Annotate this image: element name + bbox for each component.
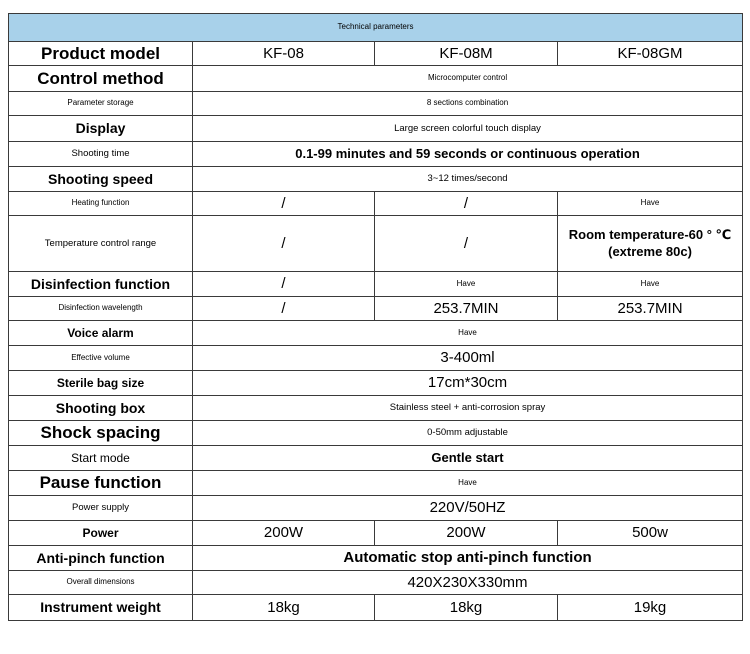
cell-kf08: / xyxy=(193,216,375,272)
table-row-shooting-speed xyxy=(9,167,743,192)
row-label: Disinfection wavelength xyxy=(9,297,193,321)
table-row-shooting-box xyxy=(9,396,743,421)
cell-kf08m: 253.7MIN xyxy=(375,297,558,321)
row-label: Power xyxy=(9,521,193,546)
row-label: Parameter storage xyxy=(9,92,193,116)
table-row-disinfection-function xyxy=(9,272,743,297)
table-row-shock-spacing xyxy=(9,421,743,446)
cell-kf08gm: Have xyxy=(558,272,743,297)
cell-kf08m: 200W xyxy=(375,521,558,546)
row-label: Shooting speed xyxy=(9,167,193,192)
table-row-parameter-storage xyxy=(9,92,743,116)
row-value: 420X230X330mm xyxy=(193,571,743,595)
row-label: Voice alarm xyxy=(9,321,193,346)
cell-model-kf08gm: KF-08GM xyxy=(558,42,743,66)
row-value: 3-400ml xyxy=(193,346,743,371)
row-value: Have xyxy=(193,471,743,496)
row-label: Anti-pinch function xyxy=(9,546,193,571)
cell-kf08m: / xyxy=(375,192,558,216)
row-label: Overall dimensions xyxy=(9,571,193,595)
row-value: Automatic stop anti-pinch function xyxy=(193,546,743,571)
table-header-title: Technical parameters xyxy=(9,14,743,42)
row-label: Shooting time xyxy=(9,142,193,167)
row-value: 0-50mm adjustable xyxy=(193,421,743,446)
row-label: Display xyxy=(9,116,193,142)
row-label: Product model xyxy=(9,42,193,66)
row-value: Have xyxy=(193,321,743,346)
table-row-power xyxy=(9,521,743,546)
cell-model-kf08m: KF-08M xyxy=(375,42,558,66)
cell-kf08gm: Room temperature-60 ° ℃ (extreme 80c) xyxy=(558,216,743,272)
row-label: Sterile bag size xyxy=(9,371,193,396)
row-label: Shooting box xyxy=(9,396,193,421)
row-label: Temperature control range xyxy=(9,216,193,272)
cell-kf08: / xyxy=(193,272,375,297)
cell-kf08: 18kg xyxy=(193,595,375,621)
row-value: 17cm*30cm xyxy=(193,371,743,396)
cell-kf08m: Have xyxy=(375,272,558,297)
row-label: Heating function xyxy=(9,192,193,216)
row-value: 3~12 times/second xyxy=(193,167,743,192)
row-label: Power supply xyxy=(9,496,193,521)
table-row-effective-volume xyxy=(9,346,743,371)
cell-kf08gm: Have xyxy=(558,192,743,216)
table-row-sterile-bag-size xyxy=(9,371,743,396)
cell-kf08: / xyxy=(193,192,375,216)
row-label: Effective volume xyxy=(9,346,193,371)
table-row-pause-function xyxy=(9,471,743,496)
table-row-product-model xyxy=(9,42,743,66)
table-row-anti-pinch-function xyxy=(9,546,743,571)
table-row-disinfection-wavelength xyxy=(9,297,743,321)
technical-parameters-table xyxy=(8,13,743,621)
cell-kf08m: / xyxy=(375,216,558,272)
cell-kf08gm: 500w xyxy=(558,521,743,546)
table-row-heating-function xyxy=(9,192,743,216)
table-row-power-supply xyxy=(9,496,743,521)
cell-kf08: 200W xyxy=(193,521,375,546)
table-row-start-mode xyxy=(9,446,743,471)
row-label: Disinfection function xyxy=(9,272,193,297)
row-label: Start mode xyxy=(9,446,193,471)
row-value: 8 sections combination xyxy=(193,92,743,116)
table-row-instrument-weight xyxy=(9,595,743,621)
row-value: Large screen colorful touch display xyxy=(193,116,743,142)
cell-kf08gm: 19kg xyxy=(558,595,743,621)
row-value: 0.1-99 minutes and 59 seconds or continuous operation xyxy=(193,142,743,167)
row-value: Gentle start xyxy=(193,446,743,471)
row-label: Pause function xyxy=(9,471,193,496)
row-label: Control method xyxy=(9,66,193,92)
cell-kf08m: 18kg xyxy=(375,595,558,621)
row-label: Instrument weight xyxy=(9,595,193,621)
cell-kf08gm: 253.7MIN xyxy=(558,297,743,321)
table-row-overall-dimensions xyxy=(9,571,743,595)
table-row-control-method xyxy=(9,66,743,92)
table-row-temperature-control-range xyxy=(9,216,743,272)
row-value: Stainless steel + anti-corrosion spray xyxy=(193,396,743,421)
table-row-shooting-time xyxy=(9,142,743,167)
cell-model-kf08: KF-08 xyxy=(193,42,375,66)
table-row-display xyxy=(9,116,743,142)
row-label: Shock spacing xyxy=(9,421,193,446)
row-value: Microcomputer control xyxy=(193,66,743,92)
table-row-voice-alarm xyxy=(9,321,743,346)
row-value: 220V/50HZ xyxy=(193,496,743,521)
cell-kf08: / xyxy=(193,297,375,321)
